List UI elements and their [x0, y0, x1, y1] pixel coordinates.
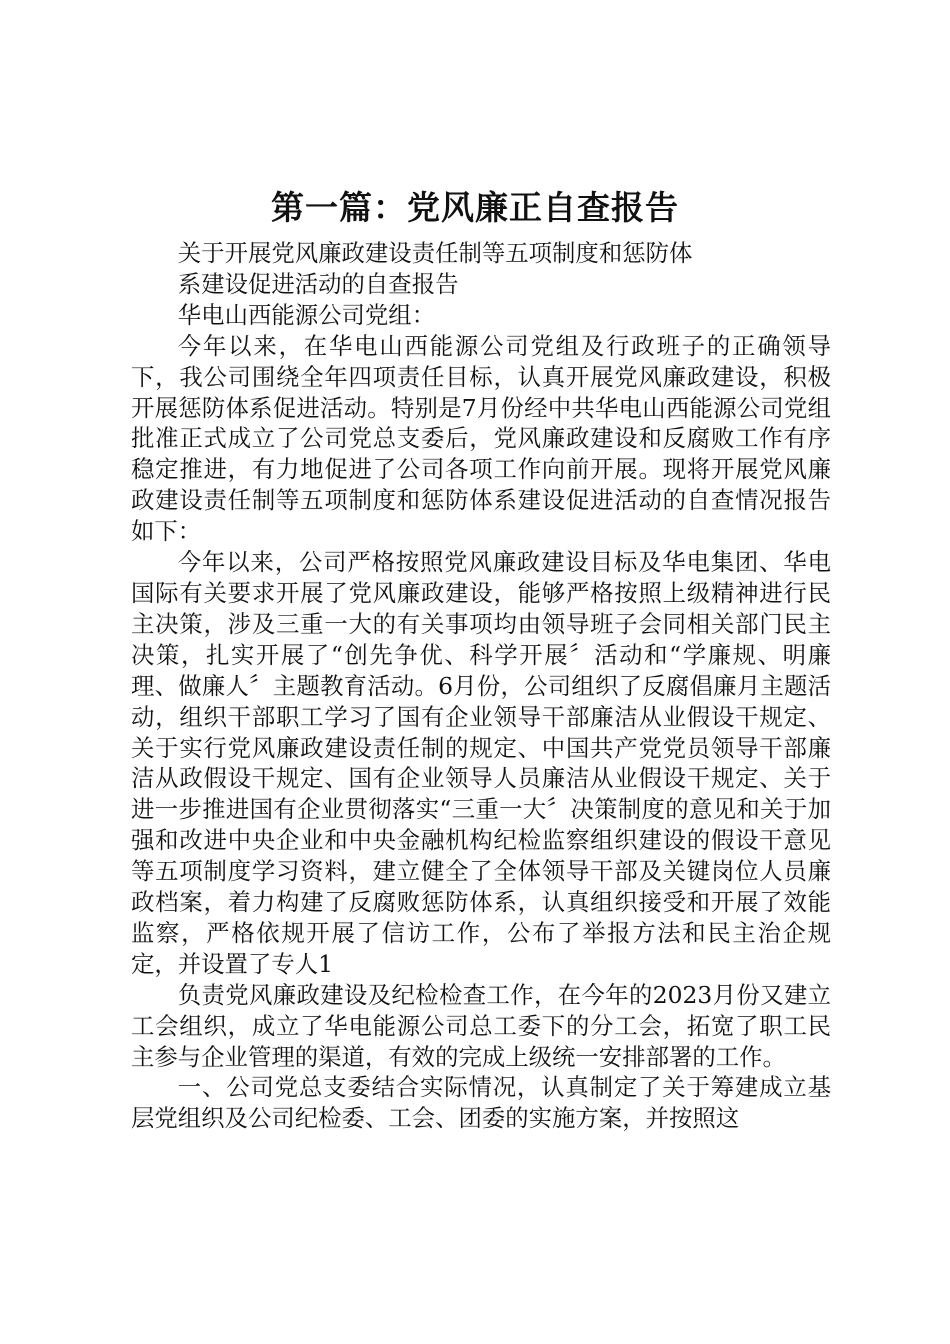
paragraph-activities: 今年以来，公司严格按照党风廉政建设目标及华电集团、华电国际有关要求开展了党风廉政建设，能够严格按照上级精神进行民主决策，涉及三重一大的有关事项均由领导班子会同相关部门民主决策，扎实开展了“创先争优、科学开展〞活动和“学廉规、明廉理、做廉人〞主题教育活动。6月份，公司组织了反腐倡廉月主题活动，组织干部职工学习了国有企业领导干部廉洁从业假设干规定、关于实行党风廉政建设责任制的规定、中国共产党党员领导干部廉洁从政假设干规定、国有企业领导人员廉洁从业假设干规定、关于进一步推进国有企业贯彻落实“三重一大〞决策制度的意见和关于加强和改进中央企业和中央金融机构纪检监察组织建设的假设干意见等五项制度学习资料，建立健全了全体领导干部及关键岗位人员廉政档案，着力构建了反腐败惩防体系，认真组织接受和开展了效能监察，严格依规开展了信访工作，公布了举报方法和民主治企规定，并设置了专人1 [131, 548, 831, 978]
report-subtitle-line-1: 关于开展党风廉政建设责任制等五项制度和惩防体 [177, 239, 693, 267]
report-subtitle-line-2: 系建设促进活动的自查报告 [177, 269, 459, 298]
paragraph-section-one: 一、公司党总支委结合实际情况，认真制定了关于筹建成立基层党组织及公司纪检委、工会、团委的实施方案，并按照这 [131, 1073, 831, 1133]
paragraph-intro: 今年以来，在华电山西能源公司党组及行政班子的正确领导下，我公司围绕全年四项责任目标，认真开展党风廉政建设，积极开展惩防体系促进活动。特别是7月份经中共华电山西能源公司党组批准正式成立了公司党总支委后，党风廉政建设和反腐败工作有序稳定推进，有力地促进了公司各项工作向前开展。现将开展党风廉政建设责任制等五项制度和惩防体系建设促进活动的自查情况报告如下： [131, 331, 831, 546]
document-body [131, 238, 831, 1134]
document-title: 第一篇：党风廉正自查报告 [271, 188, 679, 227]
salutation: 华电山西能源公司党组： [177, 300, 436, 329]
paragraph-union: 负责党风廉政建设及纪检检查工作，在今年的2023月份又建立工会组织，成立了华电能源公司总工委下的分工会，拓宽了职工民主参与企业管理的渠道，有效的完成上级统一安排部署的工作。 [131, 980, 831, 1071]
